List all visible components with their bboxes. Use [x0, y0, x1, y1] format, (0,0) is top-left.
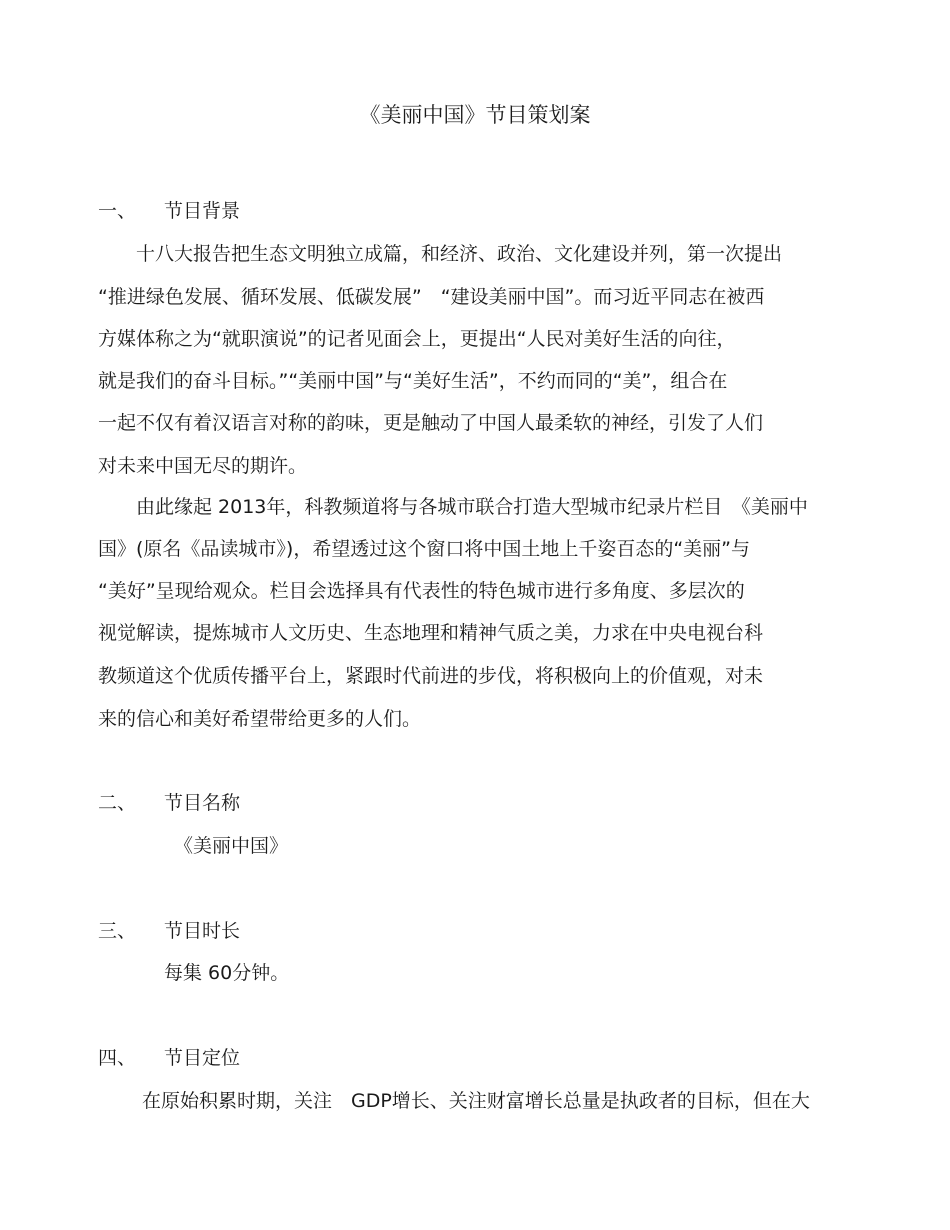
section-1-line-4: 就是我们的奋斗目标。”“美丽中国”与“美好生活”，不约而同的“美”，组合在 [98, 370, 728, 392]
section-3-number: 三、 [98, 920, 137, 942]
section-1-line-3: 方媒体称之为“就职演说”的记者见面会上，更提出“人民对美好生活的向往， [98, 328, 736, 350]
section-4-heading: 节目定位 [164, 1047, 241, 1069]
section-1-line-2: “推进绿色发展、循环发展、低碳发展” “建设美丽中国”。而习近平同志在被西 [98, 286, 765, 308]
section-3-heading: 节目时长 [164, 920, 241, 942]
document-title: 《美丽中国》节目策划案 [359, 103, 591, 127]
section-3-line-1: 每集 60分钟。 [164, 962, 290, 984]
section-4-number: 四、 [98, 1047, 137, 1069]
section-2-line-1: 《美丽中国》 [174, 835, 289, 857]
section-1-line-6: 对未来中国无尽的期许。 [98, 455, 308, 477]
section-1-line-8: 国》(原名《品读城市》)，希望透过这个窗口将中国土地上千姿百态的“美丽”与 [98, 538, 751, 560]
section-1-line-9: “美好”呈现给观众。栏目会选择具有代表性的特色城市进行多角度、多层次的 [98, 580, 745, 602]
section-1-line-12: 来的信心和美好希望带给更多的人们。 [98, 708, 422, 730]
section-1-line-1: 十八大报告把生态文明独立成篇，和经济、政治、文化建设并列，第一次提出 [136, 243, 783, 265]
section-1-number: 一、 [98, 200, 137, 222]
section-1-line-5: 一起不仅有着汉语言对称的韵味，更是触动了中国人最柔软的神经，引发了人们 [98, 412, 764, 434]
section-1-line-11: 教频道这个优质传播平台上，紧跟时代前进的步伐，将积极向上的价值观，对未 [98, 665, 764, 687]
section-1-line-7: 由此缘起 2013年，科教频道将与各城市联合打造大型城市纪录片栏目 《美丽中 [136, 496, 808, 518]
section-2-heading: 节目名称 [164, 792, 241, 814]
section-1-heading: 节目背景 [164, 200, 241, 222]
section-1-line-10: 视觉解读，提炼城市人文历史、生态地理和精神气质之美，力求在中央电视台科 [98, 622, 764, 644]
section-2-number: 二、 [98, 792, 137, 814]
section-4-line-1: 在原始积累时期，关注 GDP增长、关注财富增长总量是执政者的目标，但在大 [142, 1090, 810, 1112]
